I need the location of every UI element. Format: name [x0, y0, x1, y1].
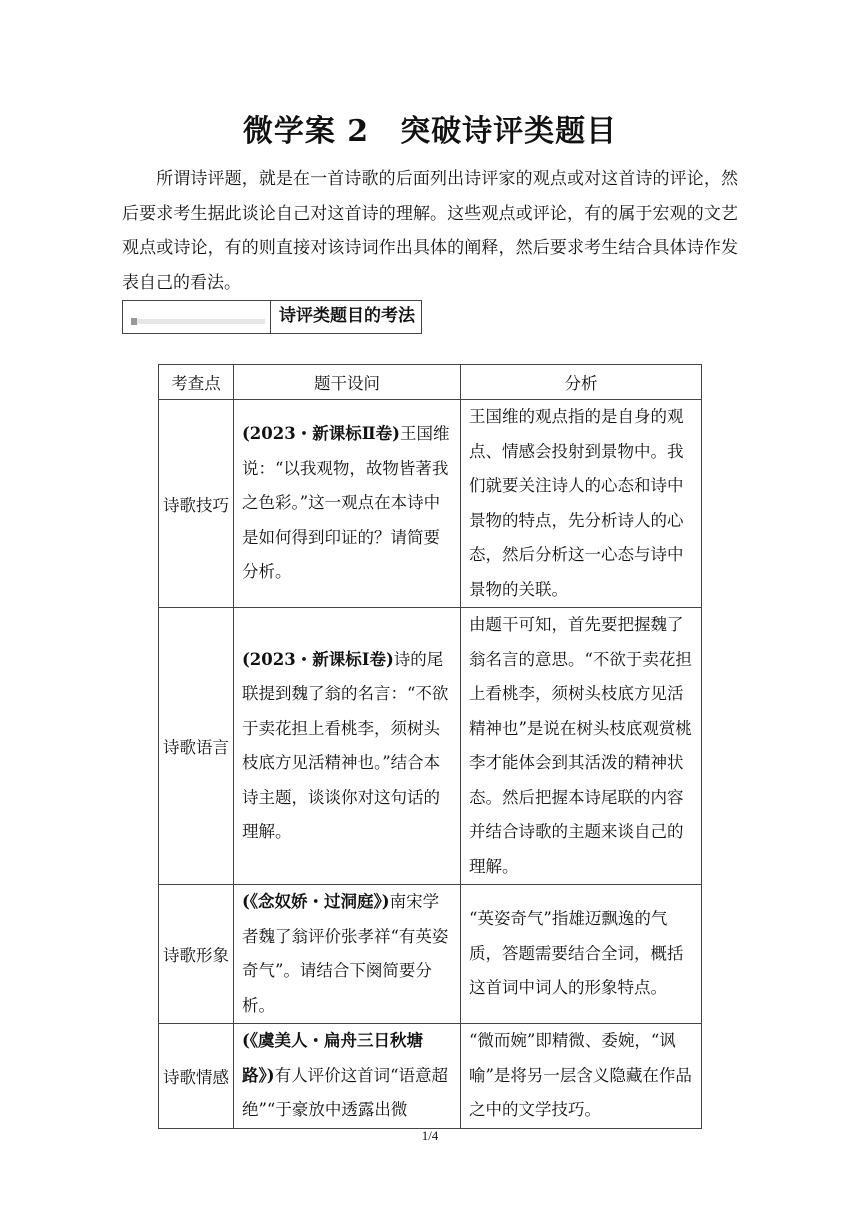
- row-analysis: 由题干可知，首先要把握魏了翁名言的意思。“不欲于卖花担上看桃李，须树头枝底方见活精神也”是说在树头枝底观赏桃李才能体会到其活泼的精神状态。然后把握本诗尾联的内容并结合诗歌的主题来谈自己的理解。: [461, 608, 702, 885]
- row-question-cell: [234, 1024, 461, 1129]
- header-question: 题干设问: [234, 365, 461, 400]
- row-source: (《虞美人・扁舟三日秋塘路》): [242, 1031, 424, 1085]
- row-point: 诗歌情感: [159, 1024, 234, 1129]
- table-row: [159, 1024, 702, 1129]
- row-question-cell: [234, 608, 461, 885]
- row-question: 诗的尾联提到魏了翁的名言：“不欲于卖花担上看桃李，须树头枝底方见活精神也。”结合本诗主题，谈谈你对这句话的理解。: [242, 649, 449, 841]
- table-row: [159, 400, 702, 608]
- row-question-cell: [234, 885, 461, 1024]
- header-analysis: 分析: [461, 365, 702, 400]
- row-question-cell: [234, 400, 461, 608]
- section-decoration: [123, 301, 271, 333]
- decoration-mark: [131, 318, 137, 325]
- row-point: 诗歌形象: [159, 885, 234, 1024]
- row-question: 王国维说：“以我观物，故物皆著我之色彩。”这一观点在本诗中是如何得到印证的？请简要分析。: [242, 424, 450, 582]
- table-row: [159, 608, 702, 885]
- intro-paragraph: [122, 162, 738, 300]
- row-question: 有人评价这首词“语意超绝”“于豪放中透露出微: [242, 1065, 448, 1119]
- page-number: 1/4: [421, 1128, 439, 1143]
- row-analysis: 王国维的观点指的是自身的观点、情感会投射到景物中。我们就要关注诗人的心态和诗中景物的特点，先分析诗人的心态，然后分析这一心态与诗中景物的关联。: [461, 400, 702, 608]
- section-label: 诗评类题目的考法: [279, 306, 415, 326]
- method-table: [158, 364, 702, 1129]
- page-title: 微学案 2 突破诗评类题目: [242, 114, 618, 149]
- section-header: [122, 300, 422, 334]
- row-point: 诗歌技巧: [159, 400, 234, 608]
- row-question: 南宋学者魏了翁评价张孝祥“有英姿奇气”。请结合下阕简要分析。: [242, 892, 449, 1015]
- row-point: 诗歌语言: [159, 608, 234, 885]
- row-analysis: “英姿奇气”指雄迈飘逸的气质，答题需要结合全词，概括这首词中词人的形象特点。: [461, 885, 702, 1024]
- row-source: (2023・新课标Ⅱ卷): [242, 424, 400, 444]
- table-header-row: [159, 365, 702, 400]
- intro-text: 所谓诗评题，就是在一首诗歌的后面列出诗评家的观点或对这首诗的评论，然后要求考生据此谈论自己对这首诗的理解。这些观点或评论，有的属于宏观的文艺观点或诗论，有的则直接对该诗词作出具体的阐释，然后要求考生结合具体诗作发表自己的看法。: [122, 169, 738, 293]
- header-point: 考查点: [159, 365, 234, 400]
- decoration-bar: [131, 319, 265, 324]
- row-source: (2023・新课标Ⅰ卷): [242, 649, 394, 669]
- table-row: [159, 885, 702, 1024]
- row-analysis: “微而婉”即精微、委婉，“讽喻”是将另一层含义隐藏在作品之中的文学技巧。: [461, 1024, 702, 1129]
- row-source: (《念奴娇・过洞庭》): [242, 892, 390, 911]
